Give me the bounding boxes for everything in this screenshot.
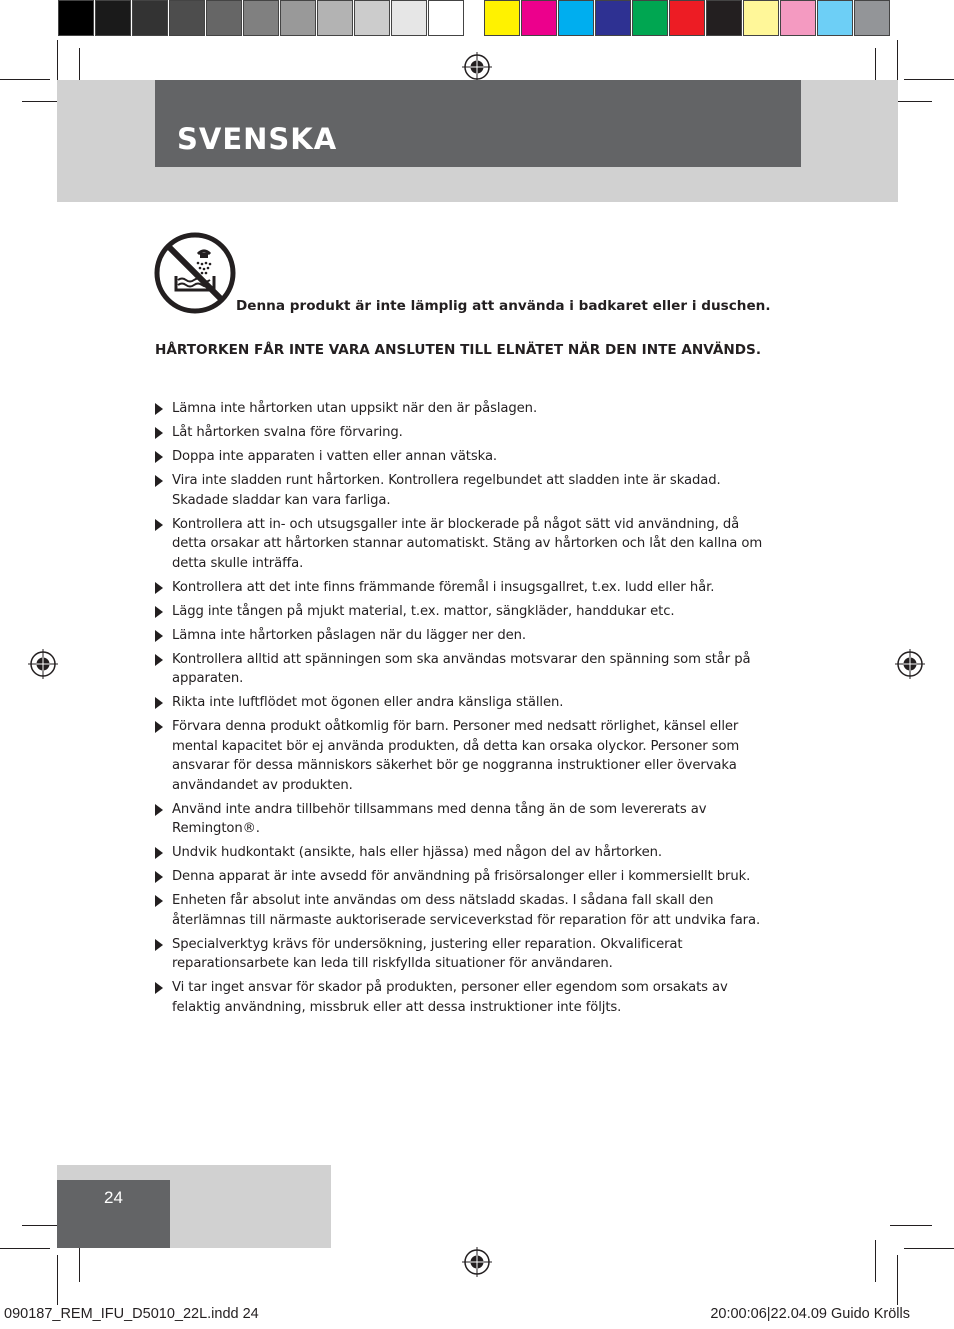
crop-mark xyxy=(0,79,50,80)
crop-mark xyxy=(57,1255,58,1305)
gray-swatch xyxy=(354,0,390,36)
list-item xyxy=(155,935,777,974)
grayscale-color-bar xyxy=(58,0,465,38)
list-item-text: Lägg inte tången på mjukt material, t.ex. mattor, sängkläder, handdukar etc. xyxy=(172,603,675,619)
page-number: 24 xyxy=(104,1188,123,1207)
section-heading: HÅRTORKEN FÅR INTE VARA ANSLUTEN TILL ELNÄTET NÄR DEN INTE ANVÄNDS. xyxy=(155,342,761,358)
bullet-arrow-icon xyxy=(155,630,163,642)
color-swatch xyxy=(669,0,705,36)
registration-mark-icon xyxy=(895,649,925,679)
bullet-arrow-icon xyxy=(155,427,163,439)
list-item xyxy=(155,867,777,887)
crop-mark xyxy=(0,1248,50,1249)
bullet-arrow-icon xyxy=(155,804,163,816)
list-item xyxy=(155,578,777,598)
list-item-text: Vira inte sladden runt hårtorken. Kontrollera regelbundet att sladden inte är skadad. Skadade sladdar kan vara farliga. xyxy=(172,473,721,508)
bullet-arrow-icon xyxy=(155,982,163,994)
list-item xyxy=(155,447,777,467)
list-item xyxy=(155,717,777,795)
bullet-arrow-icon xyxy=(155,582,163,594)
list-item xyxy=(155,471,777,510)
list-item-text: Låt hårtorken svalna före förvaring. xyxy=(172,425,403,440)
gray-swatch xyxy=(58,0,94,36)
list-item-text: Förvara denna produkt oåtkomlig för barn. Personer med nedsatt rörlighet, känsel eller mental kapacitet bör ej använda produkten, då detta kan orsaka olyckor. Personer som ansvarar för dessa människors säkerhet bör ge noggranna instruktioner eller övervaka användandet av produkten. xyxy=(172,719,740,793)
list-item-text: Doppa inte apparaten i vatten eller annan vätska. xyxy=(172,449,498,464)
crop-mark xyxy=(875,1240,876,1282)
bullet-arrow-icon xyxy=(155,697,163,709)
color-swatch xyxy=(521,0,557,36)
list-item-text: Rikta inte luftflödet mot ögonen eller andra känsliga ställen. xyxy=(172,695,564,710)
crop-mark xyxy=(904,1248,954,1249)
file-slug: 090187_REM_IFU_D5010_22L.indd 24 xyxy=(4,1306,259,1322)
gray-swatch xyxy=(280,0,316,36)
registration-mark-icon xyxy=(462,1247,492,1277)
bullet-arrow-icon xyxy=(155,721,163,733)
list-item xyxy=(155,978,777,1017)
color-swatch xyxy=(558,0,594,36)
list-item xyxy=(155,891,777,930)
list-item-text: Enheten får absolut inte användas om dess nätsladd skadas. I sådana fall skall den återlämnas till närmaste auktoriserade serviceverkstad för reparation för att undvika fara. xyxy=(172,893,761,928)
bullet-arrow-icon xyxy=(155,451,163,463)
bullet-arrow-icon xyxy=(155,871,163,883)
color-swatch xyxy=(743,0,779,36)
no-bath-shower-icon xyxy=(154,232,236,314)
list-item-text: Lämna inte hårtorken påslagen när du lägger ner den. xyxy=(172,627,526,643)
gray-swatch xyxy=(243,0,279,36)
safety-instructions-list xyxy=(155,399,777,1022)
color-swatch xyxy=(632,0,668,36)
gray-swatch xyxy=(391,0,427,36)
list-item-text: Kontrollera alltid att spänningen som ska användas motsvarar den spänning som står på apparaten. xyxy=(172,651,751,686)
registration-mark-icon xyxy=(462,52,492,82)
gray-swatch xyxy=(428,0,464,36)
gray-swatch xyxy=(169,0,205,36)
color-swatch xyxy=(706,0,742,36)
registration-mark-icon xyxy=(28,649,58,679)
timestamp-slug: 20:00:06|22.04.09 Guido Krölls xyxy=(710,1306,910,1322)
color-swatch xyxy=(854,0,890,36)
page-title: SVENSKA xyxy=(177,122,338,156)
list-item xyxy=(155,626,777,646)
crop-mark xyxy=(904,79,954,80)
list-item xyxy=(155,650,777,689)
list-item xyxy=(155,800,777,839)
list-item-text: Använd inte andra tillbehör tillsammans med denna tång än de som levererats av Remington®. xyxy=(172,801,707,836)
process-color-bar xyxy=(484,0,891,38)
gray-swatch xyxy=(317,0,353,36)
list-item xyxy=(155,602,777,622)
bullet-arrow-icon xyxy=(155,606,163,618)
list-item-text: Denna apparat är inte avsedd för användning på frisörsalonger eller i kommersiellt bruk. xyxy=(172,869,751,884)
color-swatch xyxy=(595,0,631,36)
list-item xyxy=(155,399,777,419)
list-item-text: Kontrollera att in- och utsugsgaller inte är blockerade på något sätt vid användning, då detta orsakar att hårtorken stannar automatiskt. Stäng av hårtorken och låt den kallna om detta skulle inträffa. xyxy=(172,516,763,571)
list-item-text: Kontrollera att det inte finns främmande föremål i insugsgallret, t.ex. ludd eller hår. xyxy=(172,579,715,595)
bullet-arrow-icon xyxy=(155,654,163,666)
color-swatch xyxy=(484,0,520,36)
crop-mark xyxy=(897,1255,898,1305)
gray-swatch xyxy=(206,0,242,36)
list-item xyxy=(155,693,777,713)
list-item xyxy=(155,515,777,574)
bullet-arrow-icon xyxy=(155,519,163,531)
list-item-text: Vi tar inget ansvar för skador på produkten, personer eller egendom som orsakats av felaktig användning, missbruk eller att dessa instruktioner inte följts. xyxy=(172,980,728,1015)
bullet-arrow-icon xyxy=(155,847,163,859)
gray-swatch xyxy=(95,0,131,36)
list-item xyxy=(155,843,777,863)
bullet-arrow-icon xyxy=(155,403,163,415)
crop-mark xyxy=(890,1225,932,1226)
list-item-text: Undvik hudkontakt (ansikte, hals eller hjässa) med någon del av hårtorken. xyxy=(172,845,662,860)
gray-swatch xyxy=(132,0,168,36)
list-item xyxy=(155,423,777,443)
warning-text: Denna produkt är inte lämplig att använda i badkaret eller i duschen. xyxy=(236,298,771,314)
color-swatch xyxy=(780,0,816,36)
list-item-text: Specialverktyg krävs för undersökning, justering eller reparation. Okvalificerat reparationsarbete kan leda till riskfyllda situationer för användaren. xyxy=(172,936,683,971)
color-swatch xyxy=(817,0,853,36)
bullet-arrow-icon xyxy=(155,895,163,907)
bullet-arrow-icon xyxy=(155,475,163,487)
list-item-text: Lämna inte hårtorken utan uppsikt när den är påslagen. xyxy=(172,401,538,416)
bullet-arrow-icon xyxy=(155,939,163,951)
